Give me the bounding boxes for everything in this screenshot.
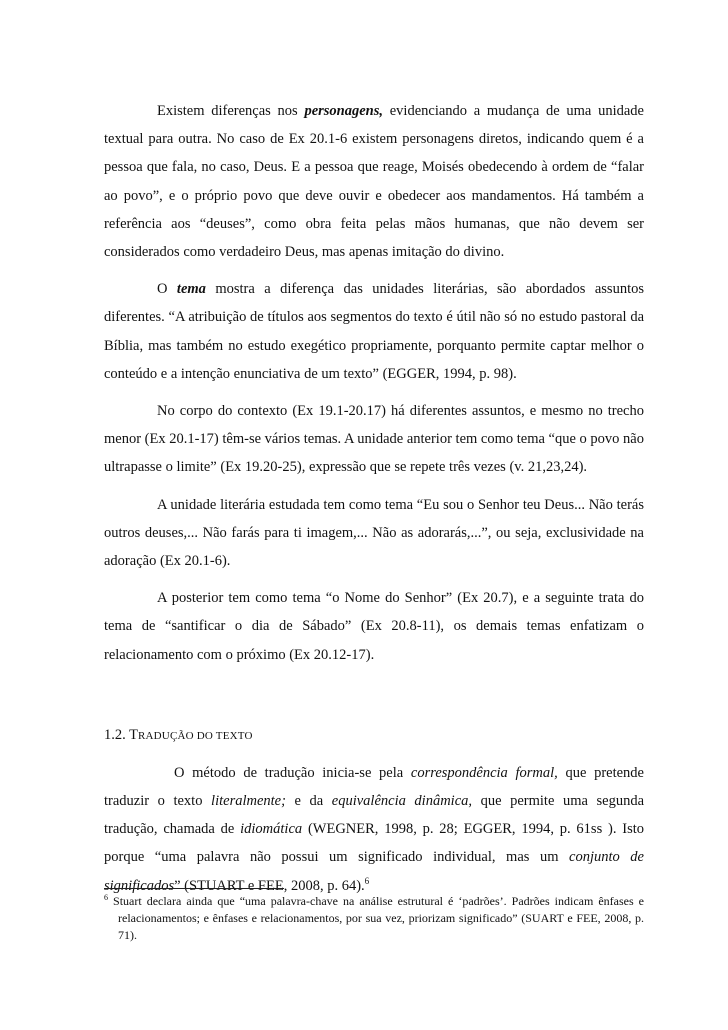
footnote-text: Stuart declara ainda que “uma palavra-chave na análise estrutural é ‘padrões’. Padrões indicam ênfases e relacionamentos; e ênfases e relacionamentos, por sua vez, priorizam significado” (SUART e FEE, 2008, p. 71).	[108, 894, 644, 942]
heading-smallcaps: TEXTO	[215, 729, 253, 742]
text-run: que pretende traduzir o texto	[104, 764, 644, 810]
footnote-divider	[104, 888, 284, 889]
document-body	[104, 97, 644, 900]
text-run: evidenciando a mudança de uma unidade textual para outra. No caso de Ex 20.1-6 existem personagens diretos, indicando quem é a pessoa que fala, no caso, Deus. E a pessoa que reage, Moisés obedecendo à ordem de “falar ao povo”, e o próprio povo que deve ouvir e obedecer aos mandamentos. Há também a referência aos “deuses”, como obra feita pelas mãos humanas, que não devem ser considerados como verdadeiro Deus, mas apenas imitação do divino.	[104, 103, 644, 261]
footnote	[104, 893, 644, 944]
heading-smallcaps: RADUÇÃO DO	[137, 729, 216, 742]
emphasis-personagens: personagens,	[304, 103, 383, 119]
text-run: que permite uma segunda tradução, chamada de	[104, 793, 645, 838]
emphasis-tema: tema	[176, 281, 206, 298]
paragraph-contexto: No corpo do contexto (Ex 19.1-20.17) há diferentes assuntos, e mesmo no trecho menor (Ex 20.1-17) têm-se vários temas. A unidade anterior tem como tema “que o povo não ultrapasse o limite” (Ex 19.20-25), expressão que se repete três vezes (v. 21,23,24).	[104, 403, 644, 476]
text-run: (WEGNER, 1998, p. 28; EGGER, 1994, p. 61ss ). Isto porque “uma palavra não possui um significado individual, mas um	[104, 821, 644, 866]
text-run: O método de tradução inicia-se pela	[174, 764, 411, 781]
paragraph-traducao	[104, 759, 644, 900]
section-heading	[104, 721, 644, 750]
section-number: 1.2.	[104, 726, 130, 743]
text-run: ” (STUART e FEE, 2008, p. 64).	[174, 877, 365, 894]
emphasis-equivalencia: equivalência dinâmica,	[331, 793, 473, 810]
paragraph-posterior: A posterior tem como tema “o Nome do Senhor” (Ex 20.7), e a seguinte trata do tema de “santificar o dia de Sábado” (Ex 20.8-11), os demais temas enfatizam o relacionamento com o próximo (Ex 20.12-17).	[104, 590, 644, 663]
emphasis-conjunto: conjunto de significados	[104, 849, 644, 894]
footnote-mark: 6	[104, 893, 108, 902]
emphasis-correspondencia: correspondência formal,	[410, 764, 558, 781]
paragraph-tema	[104, 275, 644, 388]
heading-initial: T	[129, 726, 138, 743]
emphasis-idiomatica: idiomática	[240, 821, 303, 838]
paragraph-unidade-literaria: A unidade literária estudada tem como tema “Eu sou o Senhor teu Deus... Não terás outros deuses,... Não farás para ti imagem,... Não as adorarás,...”, ou seja, exclusividade na adoração (Ex 20.1-6).	[104, 496, 644, 570]
text-run: e da	[285, 793, 332, 810]
paragraph-personagens	[104, 97, 644, 266]
text-run: Existem diferenças nos	[157, 103, 305, 119]
emphasis-literalmente: literalmente;	[211, 793, 286, 810]
footnote-reference[interactable]: 6	[364, 875, 370, 886]
text-run: O	[157, 281, 177, 298]
text-run: mostra a diferença das unidades literárias, são abordados assuntos diferentes. “A atribuição de títulos aos segmentos do texto é útil não só no estudo pastoral da Bíblia, mas também no estudo exegético propriamente, porquanto permite captar melhor o conteúdo e a intenção enunciativa de um texto” (EGGER, 1994, p. 98).	[104, 281, 644, 382]
